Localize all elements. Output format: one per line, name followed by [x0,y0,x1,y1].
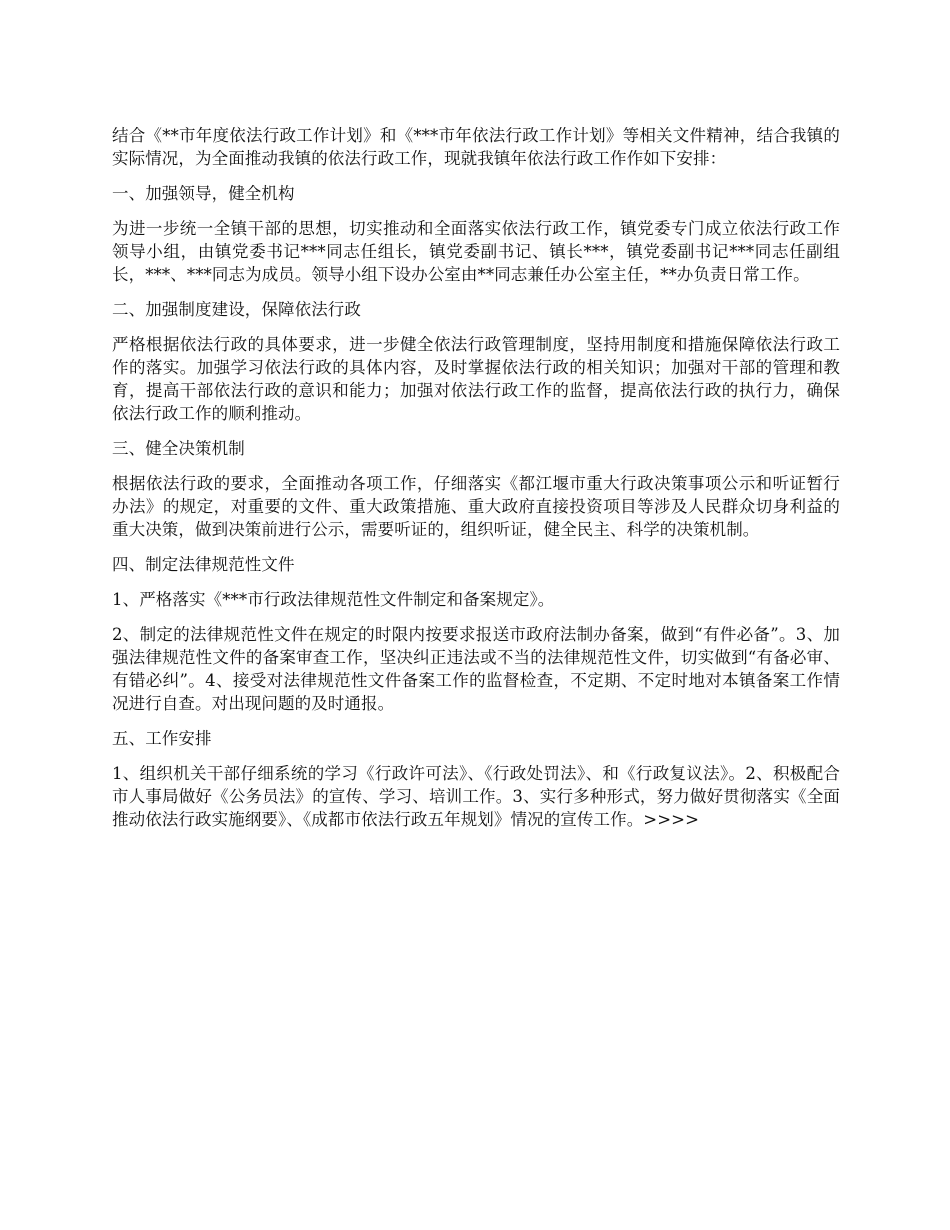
section-1-paragraph: 为进一步统一全镇干部的思想，切实推动和全面落实依法行政工作，镇党委专门成立依法行政工作领导小组，由镇党委书记***同志任组长，镇党委副书记、镇长***，镇党委副书记***同志任副组长，***、***同志为成员。领导小组下设办公室由**同志兼任办公室主任，**办负责日常工作。 [112,219,840,284]
section-5-paragraph: 1、组织机关干部仔细系统的学习《行政许可法》、《行政处罚法》、和《行政复议法》。2、积极配合市人事局做好《公务员法》的宣传、学习、培训工作。3、实行多种形式，努力做好贯彻落实《全面推动依法行政实施纲要》、《成都市依法行政五年规划》情况的宣传工作。>>>> [112,764,840,829]
intro-paragraph: 结合《**市年度依法行政工作计划》和《***市年依法行政工作计划》等相关文件精神，结合我镇的实际情况，为全面推动我镇的依法行政工作，现就我镇年依法行政工作作如下安排： [112,126,840,168]
section-2-heading: 二、加强制度建设，保障依法行政 [112,300,361,319]
section-2-paragraph: 严格根据依法行政的具体要求，进一步健全依法行政管理制度，坚持用制度和措施保障依法行政工作的落实。加强学习依法行政的具体内容，及时掌握依法行政的相关知识；加强对干部的管理和教育，提高干部依法行政的意识和能力；加强对依法行政工作的监督，提高依法行政的执行力，确保依法行政工作的顺利推动。 [112,335,840,423]
section-5-heading: 五、工作安排 [112,729,212,748]
section-4-item-2: 2、制定的法律规范性文件在规定的时限内按要求报送市政府法制办备案，做到“有件必备”。3、加强法律规范性文件的备案审查工作，坚决纠正违法或不当的法律规范性文件，切实做到“有备必审、有错必纠”。4、接受对法律规范性文件备案工作的监督检查，不定期、不定时地对本镇备案工作情况进行自查。对出现问题的及时通报。 [112,625,840,713]
section-4-item-1: 1、严格落实《***市行政法律规范性文件制定和备案规定》。 [112,590,555,609]
section-3-heading: 三、健全决策机制 [112,439,245,458]
section-4-heading: 四、制定法律规范性文件 [112,555,295,574]
section-1-heading: 一、加强领导，健全机构 [112,184,295,203]
section-3-paragraph: 根据依法行政的要求，全面推动各项工作，仔细落实《都江堰市重大行政决策事项公示和听证暂行办法》的规定，对重要的文件、重大政策措施、重大政府直接投资项目等涉及人民群众切身利益的重大决策，做到决策前进行公示，需要听证的，组织听证，健全民主、科学的决策机制。 [112,474,840,539]
